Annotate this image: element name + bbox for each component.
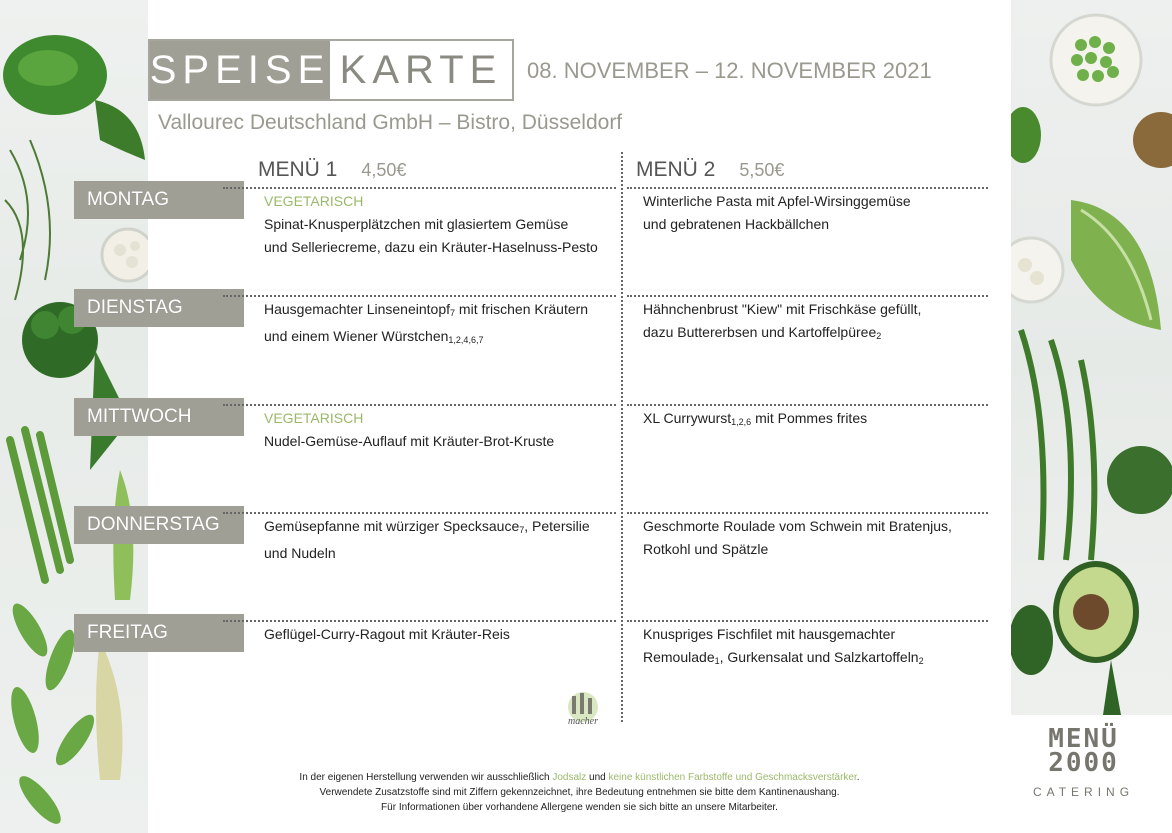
row-divider bbox=[223, 512, 616, 514]
menu2-header bbox=[636, 158, 784, 182]
title-speise: SPEISE bbox=[150, 41, 330, 99]
day-label-friday: FREITAG bbox=[74, 614, 244, 652]
dish-wednesday-menu2 bbox=[643, 407, 983, 434]
row-divider bbox=[223, 295, 616, 297]
dish-line: mit Pommes frites bbox=[755, 410, 868, 426]
brand-name bbox=[1021, 724, 1146, 778]
menu1-header bbox=[258, 158, 406, 182]
macher-logo bbox=[560, 690, 606, 728]
date-range: 08. NOVEMBER – 12. NOVEMBER 2021 bbox=[527, 58, 932, 83]
menu2-name: MENÜ 2 bbox=[636, 158, 716, 181]
day-row-friday bbox=[0, 614, 1011, 719]
dish-line: Geschmorte Roulade vom Schwein mit Bratenjus, bbox=[643, 518, 952, 534]
dish-line: mit frischen Kräutern bbox=[458, 301, 589, 317]
additive-number: 2 bbox=[918, 656, 924, 666]
day-row-thursday bbox=[0, 506, 1011, 611]
menu2-price: 5,50€ bbox=[739, 160, 785, 180]
footer-text: und bbox=[586, 772, 609, 783]
dish-line: Rotkohl und Spätzle bbox=[643, 541, 769, 557]
additive-number: 7 bbox=[450, 308, 456, 318]
company-location: Vallourec Deutschland GmbH – Bistro, Düsseldorf bbox=[158, 111, 623, 134]
additive-number: 7 bbox=[519, 525, 525, 535]
row-divider bbox=[223, 187, 616, 189]
dish-line: Nudel-Gemüse-Auflauf mit Kräuter-Brot-Kruste bbox=[264, 433, 555, 449]
menu1-price: 4,50€ bbox=[361, 160, 407, 180]
vegetarian-tag: VEGETARISCH bbox=[264, 410, 364, 426]
dish-monday-menu1 bbox=[264, 190, 614, 259]
dish-thursday-menu1 bbox=[264, 515, 614, 565]
dish-line: und Nudeln bbox=[264, 545, 336, 561]
day-label-wednesday: MITTWOCH bbox=[74, 398, 244, 436]
day-label-monday: MONTAG bbox=[74, 181, 244, 219]
title-karte: KARTE bbox=[339, 47, 503, 92]
row-divider bbox=[223, 404, 616, 406]
dish-line: Spinat-Knusperplätzchen mit glasiertem Gemüse bbox=[264, 216, 569, 232]
dish-line: und gebratenen Hackbällchen bbox=[643, 216, 830, 232]
dish-line: dazu Buttererbsen und Kartoffelpüree bbox=[643, 324, 877, 340]
dish-line: und einem Wiener Würstchen bbox=[264, 328, 449, 344]
footer-highlight: Jodsalz bbox=[552, 772, 587, 783]
footer-text: . bbox=[856, 772, 860, 783]
dish-line: Geflügel-Curry-Ragout mit Kräuter-Reis bbox=[264, 626, 510, 642]
vegetarian-tag: VEGETARISCH bbox=[264, 193, 364, 209]
vegetable-decoration-right bbox=[1011, 0, 1172, 715]
menu-title-box bbox=[148, 39, 514, 101]
dish-tuesday-menu1 bbox=[264, 298, 614, 352]
dish-line: Remoulade bbox=[643, 649, 715, 665]
footer-notes bbox=[148, 770, 1011, 815]
dish-friday-menu1 bbox=[264, 623, 614, 646]
macher-logo-text: macher bbox=[568, 716, 598, 727]
dish-line: und Selleriecreme, dazu ein Kräuter-Haselnuss-Pesto bbox=[264, 239, 598, 255]
footer-highlight: keine künstlichen Farbstoffe und Geschmacksverstärker bbox=[608, 772, 857, 783]
row-divider bbox=[627, 404, 988, 406]
additive-number: 1,2,4,6,7 bbox=[448, 335, 484, 345]
day-label-thursday: DONNERSTAG bbox=[74, 506, 244, 544]
brand-name-line2: 2000 bbox=[1048, 748, 1119, 778]
footer-line-2: Verwendete Zusatzstoffe sind mit Ziffern gekennzeichnet, ihre Bedeutung entnehmen sie bitte dem Kantinenaushang. bbox=[319, 787, 840, 798]
dish-line: , Petersilie bbox=[524, 518, 590, 534]
dish-line: , Gurkensalat und Salzkartoffeln bbox=[719, 649, 919, 665]
dish-monday-menu2 bbox=[643, 190, 983, 236]
row-divider bbox=[627, 295, 988, 297]
row-divider bbox=[223, 620, 616, 622]
brand-subtitle: CATERING bbox=[1032, 785, 1135, 799]
day-row-wednesday bbox=[0, 398, 1011, 503]
day-label-tuesday: DIENSTAG bbox=[74, 289, 244, 327]
row-divider bbox=[627, 512, 988, 514]
row-divider bbox=[627, 187, 988, 189]
additive-number: 1 bbox=[714, 656, 720, 666]
row-divider bbox=[627, 620, 988, 622]
dish-line: Hausgemachter Linseneintopf bbox=[264, 301, 451, 317]
dish-tuesday-menu2 bbox=[643, 298, 983, 348]
dish-thursday-menu2 bbox=[643, 515, 983, 561]
footer-line-1 bbox=[148, 770, 1011, 785]
dish-line: Gemüsepfanne mit würziger Specksauce bbox=[264, 518, 520, 534]
additive-number: 1,2,6 bbox=[731, 417, 752, 427]
footer-line-3: Für Informationen über vorhandene Allergene wenden sie sich bitte an unsere Mitarbeiter. bbox=[381, 802, 778, 813]
dish-line: Hähnchenbrust "Kiew" mit Frischkäse gefüllt, bbox=[643, 301, 922, 317]
menu1-name: MENÜ 1 bbox=[258, 158, 338, 181]
dish-friday-menu2 bbox=[643, 623, 983, 673]
additive-number: 2 bbox=[876, 331, 882, 341]
day-row-tuesday bbox=[0, 289, 1011, 394]
dish-line: XL Currywurst bbox=[643, 410, 732, 426]
dish-line: Winterliche Pasta mit Apfel-Wirsinggemüse bbox=[643, 193, 911, 209]
menu2000-logo bbox=[1011, 715, 1172, 833]
dish-wednesday-menu1 bbox=[264, 407, 614, 453]
brand-name-line1: MENÜ bbox=[1048, 724, 1119, 754]
dish-line: Knuspriges Fischfilet mit hausgemachter bbox=[643, 626, 896, 642]
day-row-monday bbox=[0, 181, 1011, 286]
footer-text: In der eigenen Herstellung verwenden wir ausschließlich bbox=[299, 772, 553, 783]
